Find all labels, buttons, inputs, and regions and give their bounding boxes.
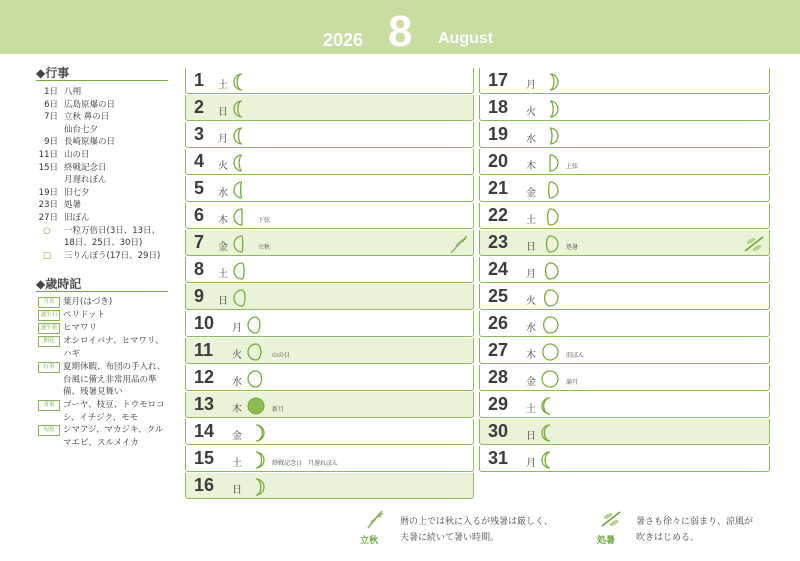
day-note: 下弦 <box>258 217 271 224</box>
footer-right-caption: 処暑 <box>597 536 616 546</box>
seasonal-tag: 誕生花 <box>38 323 60 334</box>
day-number: 24 <box>488 259 509 279</box>
day-row[interactable] <box>185 311 474 337</box>
day-number: 6 <box>194 205 205 225</box>
seasonal-tag: 月名 <box>38 297 60 308</box>
event-day: 23日 <box>38 200 58 211</box>
moon-phase-icon <box>541 397 559 415</box>
day-number: 4 <box>194 151 205 171</box>
seasonal-item <box>36 424 171 449</box>
weekday-label: 日 <box>218 107 228 118</box>
event-item <box>36 250 160 263</box>
day-number: 21 <box>488 178 509 198</box>
day-row[interactable] <box>479 446 770 472</box>
event-text: 山の日 <box>64 150 90 160</box>
day-number: 30 <box>488 421 509 441</box>
day-row[interactable] <box>479 338 770 364</box>
event-item <box>36 162 107 175</box>
moon-phase-icon <box>541 343 559 361</box>
day-row[interactable] <box>185 446 474 472</box>
moon-phase-icon <box>541 154 559 172</box>
weekday-label: 日 <box>232 485 242 496</box>
day-row[interactable] <box>479 257 770 283</box>
seasonal-item <box>36 361 171 399</box>
day-row[interactable] <box>185 149 474 175</box>
event-text: 長崎原爆の日 <box>64 137 116 148</box>
moon-phase-icon <box>541 262 559 280</box>
events-rule <box>36 80 168 81</box>
day-number: 26 <box>488 313 509 333</box>
day-row[interactable] <box>479 230 770 256</box>
seasonal-item <box>36 335 171 360</box>
seasonal-tag: 青果 <box>38 400 60 411</box>
weekday-label: 土 <box>232 458 242 469</box>
day-number: 25 <box>488 286 509 306</box>
day-row[interactable] <box>479 284 770 310</box>
day-number: 16 <box>194 475 215 495</box>
day-row[interactable] <box>185 230 474 256</box>
day-number: 14 <box>194 421 215 441</box>
day-number: 19 <box>488 124 509 144</box>
footer-left-text-1: 暦の上では秋に入るが残暑は厳しく、 <box>400 517 553 527</box>
moon-phase-icon <box>247 316 265 334</box>
day-row[interactable] <box>479 419 770 445</box>
weekday-label: 月 <box>526 269 536 280</box>
day-note: 旧ぼん <box>566 352 585 359</box>
event-item <box>36 187 90 200</box>
event-item <box>36 174 107 187</box>
event-text: 処暑 <box>64 200 82 211</box>
day-row[interactable] <box>185 419 474 445</box>
day-note: 処暑 <box>566 244 579 251</box>
seasonal-text: ヒマワリ <box>63 323 98 333</box>
day-number: 7 <box>194 232 205 252</box>
day-row[interactable] <box>479 68 770 94</box>
seasonal-text: オシロイバナ、ヒマワリ、ハギ <box>63 336 164 359</box>
day-row[interactable] <box>185 473 474 499</box>
weekday-label: 土 <box>526 404 536 415</box>
seasonal-text: ペリドット <box>63 310 106 320</box>
seasonal-tag: 旬魚 <box>38 425 60 436</box>
event-item <box>36 124 98 137</box>
day-number: 2 <box>194 97 205 117</box>
event-text: 広島原爆の日 <box>64 99 116 110</box>
weekday-label: 金 <box>218 242 228 253</box>
seasonal-text: 葉月(はづき) <box>63 297 113 307</box>
moon-phase-icon <box>233 181 251 199</box>
day-row[interactable] <box>185 95 474 121</box>
day-row[interactable] <box>185 284 474 310</box>
seasonal-rule <box>36 291 168 292</box>
moon-phase-icon <box>541 451 559 469</box>
event-item <box>36 111 109 124</box>
seasonal-text: シマアジ、マカジキ、クルマエビ、スルメイカ <box>63 425 164 448</box>
weekday-label: 木 <box>232 404 242 415</box>
footer-right-text-1: 暑さも徐々に弱まり、涼風が <box>636 517 754 527</box>
moon-phase-icon <box>233 154 251 172</box>
day-number: 28 <box>488 367 509 387</box>
event-text: 一粒万倍日(3日、13日、 <box>64 225 161 236</box>
seasonal-item <box>36 296 171 309</box>
moon-phase-icon <box>233 100 251 118</box>
event-item <box>36 99 115 112</box>
event-item <box>36 212 90 225</box>
day-number: 5 <box>194 178 205 198</box>
weekday-label: 金 <box>526 377 536 388</box>
moon-phase-icon <box>541 289 559 307</box>
weekday-label: 木 <box>526 350 536 361</box>
moon-phase-icon <box>233 289 251 307</box>
weekday-label: 日 <box>218 296 228 307</box>
day-row[interactable] <box>185 203 474 229</box>
footer-left-caption: 立秋 <box>360 536 379 546</box>
dragonfly-icon <box>742 233 764 255</box>
event-text: 立秋 鼻の日 <box>64 112 110 123</box>
seasonal-tag: 誕生石 <box>38 310 60 321</box>
day-row[interactable] <box>479 95 770 121</box>
day-number: 22 <box>488 205 509 225</box>
day-number: 8 <box>194 259 205 279</box>
seasonal-item <box>36 309 171 322</box>
day-note: 新月 <box>272 406 285 413</box>
moon-phase-icon <box>247 370 265 388</box>
moon-phase-icon <box>233 262 251 280</box>
event-day: 9日 <box>44 137 58 148</box>
moon-phase-icon <box>233 127 251 145</box>
event-text: 旧ぼん <box>64 213 90 223</box>
event-item <box>36 225 160 238</box>
header-month: 8 <box>388 7 413 56</box>
day-row[interactable] <box>479 122 770 148</box>
footer-right-text-2: 吹きはじめる。 <box>636 533 700 543</box>
weekday-label: 火 <box>526 107 536 118</box>
day-row[interactable] <box>185 392 474 418</box>
moon-phase-icon <box>541 100 559 118</box>
weekday-label: 木 <box>526 161 536 172</box>
day-number: 15 <box>194 448 215 468</box>
weekday-label: 月 <box>526 458 536 469</box>
weekday-label: 金 <box>526 188 536 199</box>
footer-left-text-2: 夫暑に続いて暑い時期。 <box>400 533 500 543</box>
weekday-label: 土 <box>526 215 536 226</box>
day-row[interactable] <box>479 392 770 418</box>
moon-phase-icon <box>541 127 559 145</box>
seasonal-item <box>36 399 171 424</box>
moon-phase-icon <box>541 73 559 91</box>
events-title: ◆行事 <box>36 66 70 80</box>
day-row[interactable] <box>185 365 474 391</box>
seasonal-tag: 行事 <box>38 362 60 373</box>
day-note: 終戦記念日 月遅れぼん <box>272 460 339 467</box>
moon-phase-icon <box>541 316 559 334</box>
day-number: 27 <box>488 340 509 360</box>
moon-phase-icon <box>233 208 251 226</box>
moon-phase-icon <box>541 235 559 253</box>
event-item <box>36 199 81 212</box>
day-row[interactable] <box>185 257 474 283</box>
seasonal-title: ◆歳時記 <box>36 277 82 291</box>
moon-phase-icon <box>247 397 265 415</box>
header-month-en: August <box>438 30 494 47</box>
weekday-label: 火 <box>232 350 242 361</box>
dragonfly-icon <box>598 508 624 530</box>
rice-sprig-icon <box>364 508 386 530</box>
weekday-label: 水 <box>232 377 242 388</box>
weekday-label: 日 <box>526 431 536 442</box>
event-day: 7日 <box>44 112 58 123</box>
day-number: 29 <box>488 394 509 414</box>
day-number: 18 <box>488 97 509 117</box>
day-row[interactable] <box>479 149 770 175</box>
event-text: 旧七夕 <box>64 187 90 198</box>
event-day: 6日 <box>44 99 58 110</box>
day-number: 17 <box>488 70 509 90</box>
day-number: 9 <box>194 286 205 306</box>
day-row[interactable] <box>479 365 770 391</box>
moon-phase-icon <box>247 343 265 361</box>
event-day: 19日 <box>38 187 58 198</box>
event-day: 1日 <box>44 87 58 97</box>
event-text: 18日、25日、30日) <box>64 238 143 249</box>
event-text: 月遅れぼん <box>64 175 107 186</box>
seasonal-tag: 開花 <box>38 336 60 347</box>
weekday-label: 水 <box>526 134 536 145</box>
weekday-label: 金 <box>232 431 242 442</box>
moon-phase-icon <box>233 73 251 91</box>
weekday-label: 木 <box>218 215 228 226</box>
event-text: 三りんぼう(17日、29日) <box>64 250 161 261</box>
event-symbol: □ <box>42 250 52 261</box>
day-number: 31 <box>488 448 509 468</box>
weekday-label: 土 <box>218 269 228 280</box>
event-day: 27日 <box>38 213 58 223</box>
day-row[interactable] <box>479 176 770 202</box>
weekday-label: 月 <box>526 80 536 91</box>
day-row[interactable] <box>479 203 770 229</box>
day-number: 20 <box>488 151 509 171</box>
day-row[interactable] <box>185 68 474 94</box>
event-day: 11日 <box>38 150 58 160</box>
weekday-label: 火 <box>218 161 228 172</box>
weekday-label: 日 <box>526 242 536 253</box>
weekday-label: 火 <box>526 296 536 307</box>
seasonal-text: ゴーヤ、枝豆、トウモロコシ、イチジク、モモ <box>63 400 165 423</box>
day-note: 立秋 <box>258 244 271 251</box>
weekday-label: 月 <box>232 323 242 334</box>
weekday-label: 月 <box>218 134 228 145</box>
event-item <box>36 149 90 162</box>
seasonal-text: 夏期休暇、布団の手入れ、台風に備え非常用品の準備、残暑見舞い <box>63 362 166 397</box>
event-item <box>36 86 81 99</box>
day-number: 11 <box>194 340 214 360</box>
event-text: 八朔 <box>64 87 82 97</box>
weekday-label: 水 <box>218 188 228 199</box>
weekday-label: 土 <box>218 80 228 91</box>
day-number: 1 <box>194 70 205 90</box>
day-row[interactable] <box>185 338 474 364</box>
moon-phase-icon <box>247 478 265 496</box>
rice-sprig-icon <box>448 233 470 255</box>
event-item <box>36 136 115 149</box>
moon-phase-icon <box>233 235 251 253</box>
day-number: 13 <box>194 394 215 414</box>
event-day: 15日 <box>38 162 58 173</box>
event-item <box>36 237 142 250</box>
day-note: 上弦 <box>566 163 579 170</box>
event-text: 終戦記念日 <box>64 162 107 173</box>
event-symbol: ○ <box>43 225 51 236</box>
moon-phase-icon <box>541 208 559 226</box>
day-number: 10 <box>194 313 215 333</box>
day-row[interactable] <box>185 176 474 202</box>
day-number: 3 <box>194 124 205 144</box>
seasonal-item <box>36 322 171 335</box>
day-row[interactable] <box>185 122 474 148</box>
event-text: 仙台七夕 <box>64 124 99 135</box>
header-year: 2026 <box>323 30 364 50</box>
moon-phase-icon <box>541 424 559 442</box>
day-note: 満月 <box>566 379 579 386</box>
weekday-label: 水 <box>526 323 536 334</box>
moon-phase-icon <box>247 451 265 469</box>
moon-phase-icon <box>541 181 559 199</box>
day-number: 23 <box>488 232 509 252</box>
moon-phase-icon <box>541 370 559 388</box>
day-number: 12 <box>194 367 215 387</box>
day-row[interactable] <box>479 311 770 337</box>
day-note: 山の日 <box>272 352 291 359</box>
moon-phase-icon <box>247 424 265 442</box>
